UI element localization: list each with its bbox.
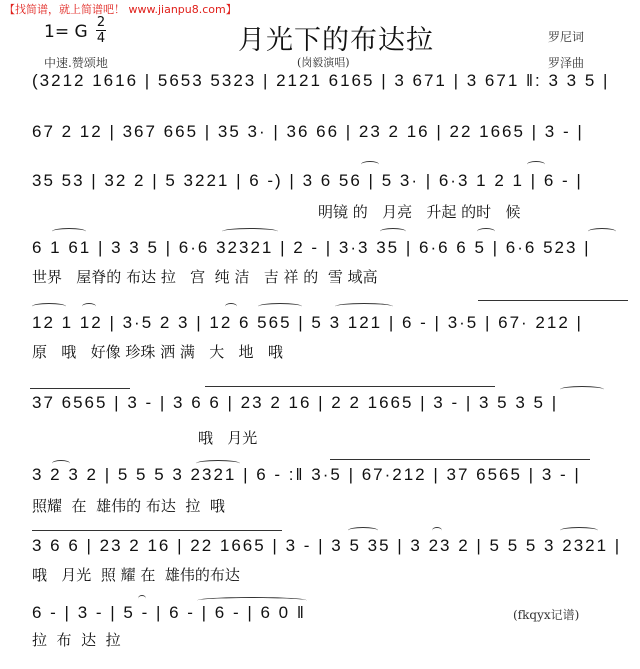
slur-mark: [527, 161, 545, 168]
score-row-7: 3 2 3 2 | 5 5 5 3 2321 | 6 - :‖ 3·5 | 67·212 | 37 6565 | 3 - |: [32, 465, 581, 484]
lyrics-row-8: 哦 月光 照 耀 在 雄伟的布达: [32, 566, 240, 584]
slur-mark: [258, 303, 302, 310]
lyrics-row-7: 照耀 在 雄伟的 布达 拉 哦: [32, 497, 225, 515]
tie-line: [205, 386, 495, 393]
fermata-mark: [138, 595, 146, 602]
slur-mark: [348, 527, 378, 534]
score-row-4: 6 1 61 | 3 3 5 | 6·6 32321 | 2 - | 3·3 35 | 6·6 6 5 | 6·6 523 |: [32, 238, 591, 257]
lyrics-row-5: 原 哦 好像 珍珠 洒 满 大 地 哦: [32, 343, 283, 361]
performer-credit: (岗毅演唱): [297, 56, 350, 69]
slur-mark: [32, 303, 66, 310]
score-row-6: 37 6565 | 3 - | 3 6 6 | 23 2 16 | 2 2 1665 | 3 - | 3 5 3 5 |: [32, 393, 559, 412]
tempo-marking: 中速.赞颂地: [44, 56, 108, 70]
transcriber-credit: (fkqyx记谱): [513, 608, 580, 622]
site-banner[interactable]: 【找简谱，就上简谱吧！ www.jianpu8.com】: [4, 3, 237, 16]
lyrics-row-9: 拉 布 达 拉: [32, 631, 121, 649]
slur-mark: [560, 386, 604, 393]
composer-credit: 罗泽曲: [548, 56, 585, 70]
time-signature-bottom: 4: [96, 31, 106, 46]
slur-mark: [222, 228, 278, 235]
time-signature: [96, 16, 106, 45]
score-row-2: 67 2 12 | 367 665 | 35 3· | 36 66 | 23 2 16 | 22 1665 | 3 - |: [32, 122, 584, 141]
slur-mark: [432, 527, 442, 534]
lyrics-row-6a: 哦 月光: [198, 429, 258, 447]
score-row-3: 35 53 | 32 2 | 5 3221 | 6 -) | 3 6 56 | 5 3· | 6·3 1 2 1 | 6 - |: [32, 171, 583, 190]
slur-mark: [361, 161, 379, 168]
lyrics-row-4: 世界 屋脊的 布达 拉 宫 纯 洁 吉 祥 的 雪 域高: [32, 268, 378, 286]
slur-mark: [560, 527, 598, 534]
score-row-5: 12 1 12 | 3·5 2 3 | 12 6 565 | 5 3 121 | 6 - | 3·5 | 67· 212 |: [32, 313, 583, 332]
slur-mark: [380, 228, 406, 235]
score-row-1: (3212 1616 | 5653 5323 | 2121 6165 | 3 671 | 3 671 ‖: 3 3 5 |: [32, 71, 610, 90]
score-row-9: 6 - | 3 - | 5 - | 6 - | 6 - | 6 0 ‖: [32, 603, 306, 622]
key-signature: 1= G: [44, 22, 88, 42]
slur-mark: [335, 303, 393, 310]
time-signature-top: 2: [96, 15, 106, 30]
slur-mark: [82, 303, 96, 310]
slur-mark: [477, 228, 495, 235]
score-row-8: 3 6 6 | 23 2 16 | 22 1665 | 3 - | 3 5 35 | 3 23 2 | 5 5 5 3 2321 |: [32, 536, 622, 555]
lyricist-credit: 罗尼词: [548, 30, 585, 44]
song-title: 月光下的布达拉: [238, 25, 434, 56]
slur-mark: [225, 303, 237, 310]
tie-line: [478, 300, 628, 307]
lyrics-row-3: 明镜 的 月亮 升起 的时 候: [318, 203, 521, 221]
slur-mark: [52, 228, 86, 235]
slur-mark: [588, 228, 616, 235]
